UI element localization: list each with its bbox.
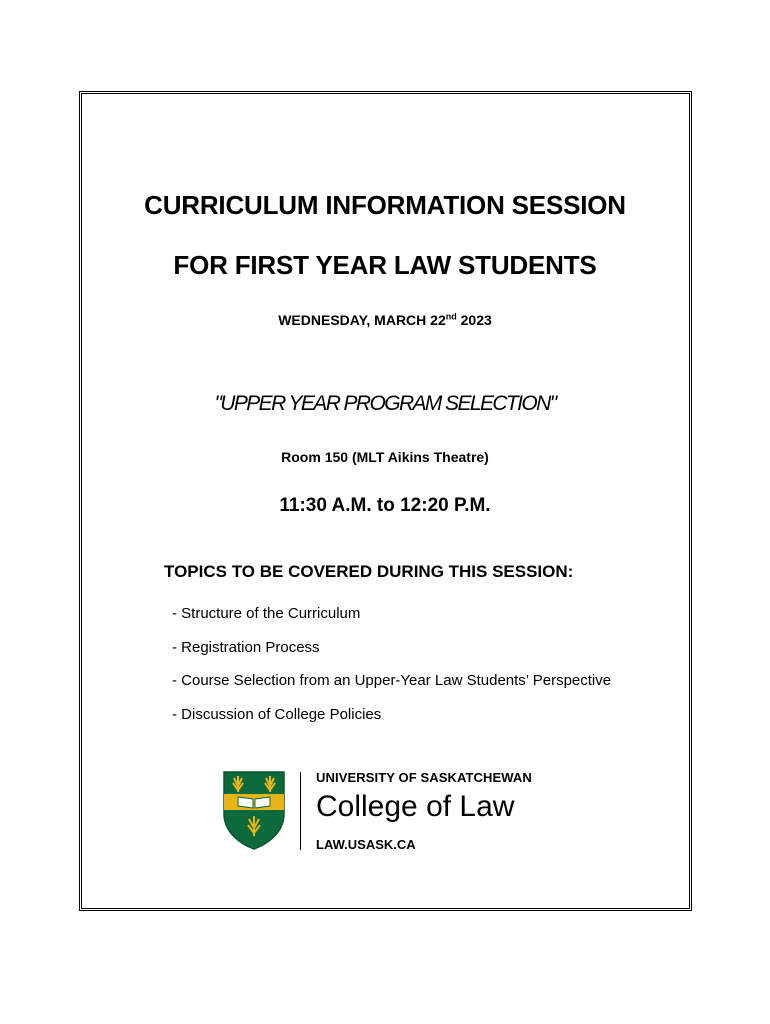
college-url: LAW.USASK.CA (316, 837, 416, 852)
title-line-1: CURRICULUM INFORMATION SESSION (144, 190, 626, 220)
date-year: 2023 (456, 312, 492, 328)
topics-list (172, 605, 611, 739)
room-location: Room 150 (MLT Aikins Theatre) (281, 449, 489, 465)
topic-item: - Discussion of College Policies (172, 705, 382, 723)
date-ordinal: nd (445, 311, 457, 322)
college-name: College of Law (316, 790, 515, 823)
topics-heading: TOPICS TO BE COVERED DURING THIS SESSION: (164, 562, 574, 581)
college-logo (222, 770, 552, 852)
usask-crest-icon (222, 770, 286, 850)
session-date (0, 312, 770, 328)
topic-item: - Course Selection from an Upper-Year Law Students’ Perspective (172, 672, 612, 689)
title-line-2: FOR FIRST YEAR LAW STUDENTS (173, 250, 597, 280)
session-time: 11:30 A.M. to 12:20 P.M. (279, 495, 491, 516)
logo-divider (300, 772, 301, 850)
program-title: "UPPER YEAR PROGRAM SELECTION" (214, 392, 556, 415)
topic-item: - Structure of the Curriculum (172, 605, 361, 622)
university-name: UNIVERSITY OF SASKATCHEWAN (316, 770, 532, 785)
date-text: WEDNESDAY, MARCH 22 (278, 312, 446, 328)
topic-item: - Registration Process (172, 638, 320, 656)
